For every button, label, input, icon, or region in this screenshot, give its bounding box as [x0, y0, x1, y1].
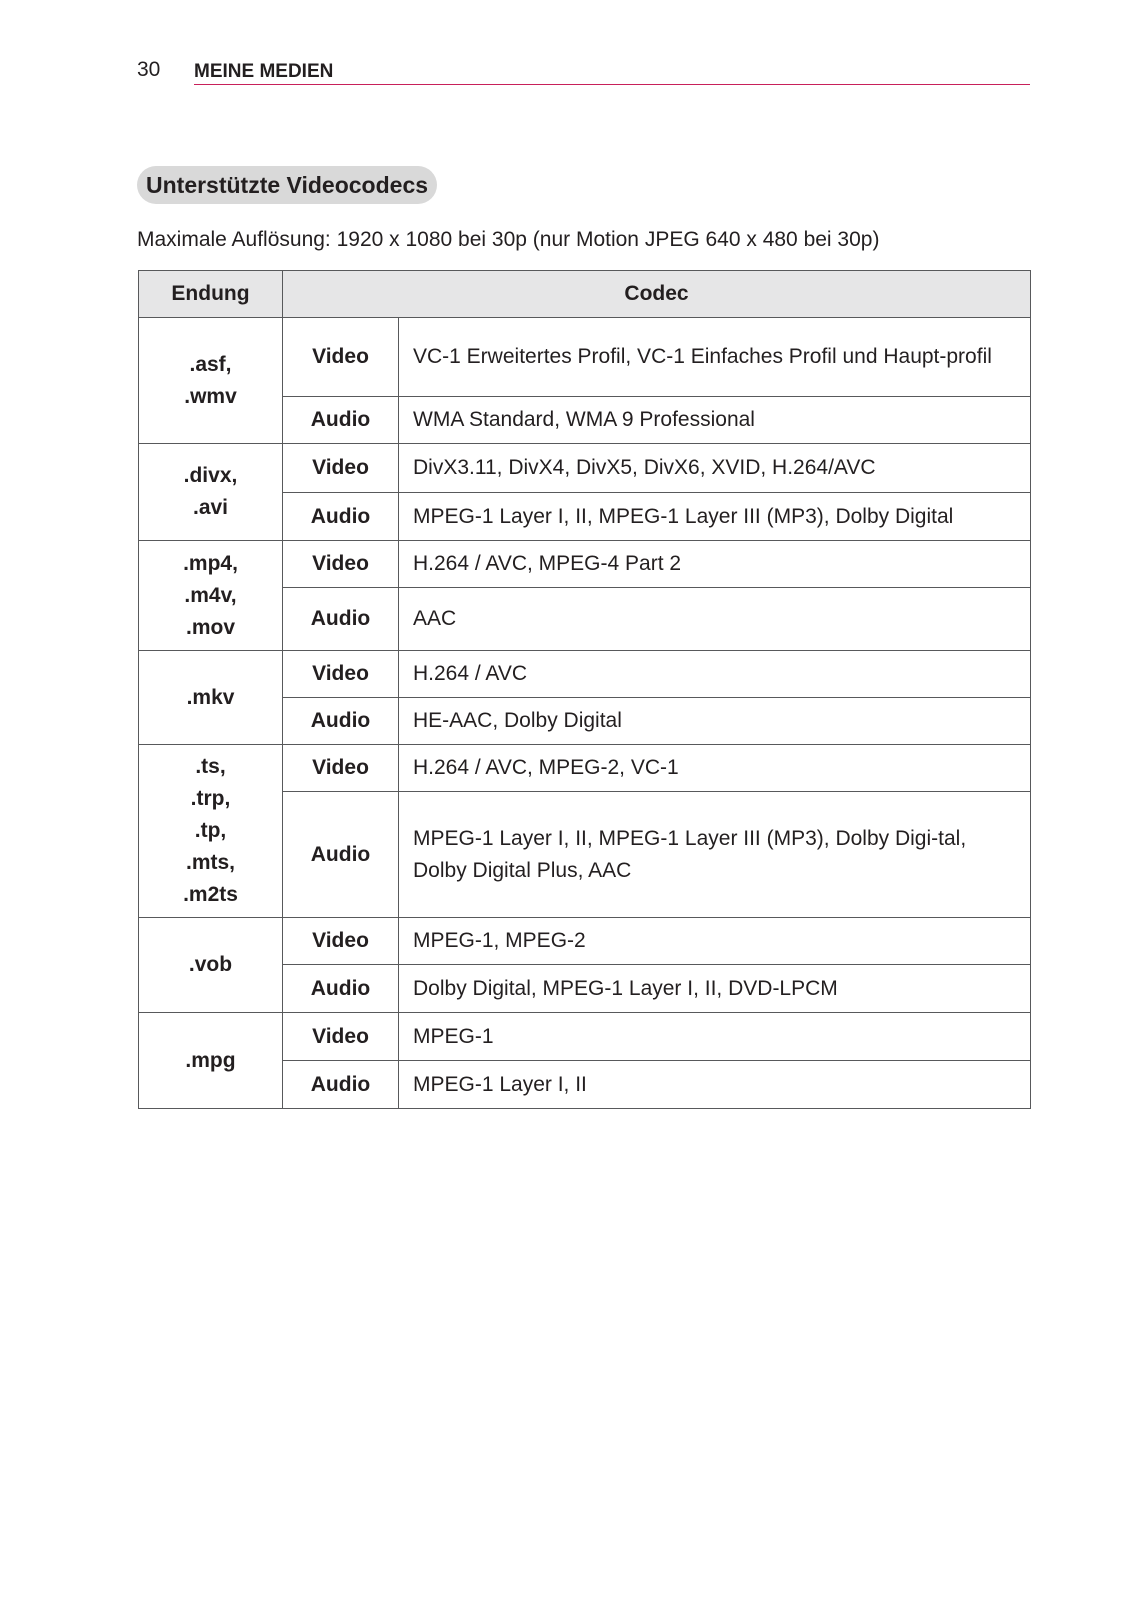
file-extension-cell: [139, 541, 283, 651]
page-number: 30: [137, 58, 161, 81]
audio-label: Audio: [283, 588, 399, 651]
audio-label: Audio: [283, 698, 399, 745]
video-codec: MPEG-1, MPEG-2: [399, 918, 1031, 965]
file-extension: .mpg: [185, 1048, 236, 1072]
video-codec: VC-1 Erweitertes Profil, VC-1 Einfaches Profil und Haupt-profil: [399, 318, 1031, 397]
audio-label: Audio: [283, 965, 399, 1013]
file-extension: .mov: [185, 615, 235, 639]
file-extension: .mp4,: [183, 551, 238, 575]
audio-label: Audio: [283, 1061, 399, 1109]
file-extension: .mkv: [186, 685, 235, 709]
table-row: [139, 651, 1031, 698]
file-extension: .m2ts: [183, 883, 238, 906]
file-extension-cell: [139, 1013, 283, 1109]
file-extension-cell: [139, 651, 283, 745]
audio-codec: Dolby Digital, MPEG-1 Layer I, II, DVD-LPCM: [399, 965, 1031, 1013]
header-extension: Endung: [139, 271, 283, 318]
file-extension: .avi: [192, 496, 229, 519]
file-extension-cell: [139, 444, 283, 541]
audio-codec: HE-AAC, Dolby Digital: [399, 698, 1031, 745]
video-codec: MPEG-1: [399, 1013, 1031, 1061]
video-label: Video: [283, 651, 399, 698]
table-body: [139, 318, 1031, 1109]
file-extension: .divx,: [183, 464, 238, 487]
file-extension: .ts,: [195, 755, 226, 778]
audio-codec: WMA Standard, WMA 9 Professional: [399, 397, 1031, 444]
section-heading: Unterstützte Videocodecs: [137, 166, 437, 204]
file-extension-cell: [139, 918, 283, 1013]
table-row: [139, 444, 1031, 493]
file-extension: .asf,: [189, 352, 232, 376]
file-extension: .tp,: [194, 819, 227, 842]
file-extension: .m4v,: [184, 583, 237, 607]
video-label: Video: [283, 444, 399, 493]
video-label: Video: [283, 918, 399, 965]
audio-codec: AAC: [399, 588, 1031, 651]
section-title: MEINE MEDIEN: [194, 61, 334, 82]
video-codec: H.264 / AVC: [399, 651, 1031, 698]
audio-codec: MPEG-1 Layer I, II, MPEG-1 Layer III (MP3), Dolby Digital: [399, 493, 1031, 541]
video-label: Video: [283, 745, 399, 792]
file-extension: .wmv: [184, 384, 237, 408]
audio-label: Audio: [283, 493, 399, 541]
header-rule: [194, 84, 1030, 85]
video-label: Video: [283, 1013, 399, 1061]
audio-label: Audio: [283, 792, 399, 918]
max-resolution-note: Maximale Auflösung: 1920 x 1080 bei 30p (nur Motion JPEG 640 x 480 bei 30p): [137, 228, 880, 251]
video-codec: H.264 / AVC, MPEG-2, VC-1: [399, 745, 1031, 792]
table-row: [139, 1013, 1031, 1061]
audio-codec: MPEG-1 Layer I, II: [399, 1061, 1031, 1109]
table-row: [139, 918, 1031, 965]
video-label: Video: [283, 318, 399, 397]
file-extension-cell: [139, 318, 283, 444]
audio-label: Audio: [283, 397, 399, 444]
video-codec: DivX3.11, DivX4, DivX5, DivX6, XVID, H.264/AVC: [399, 444, 1031, 493]
table-header-row: [139, 271, 1031, 318]
file-extension-cell: [139, 745, 283, 918]
file-extension: .mts,: [185, 851, 235, 874]
file-extension: .vob: [188, 953, 233, 976]
audio-codec: MPEG-1 Layer I, II, MPEG-1 Layer III (MP3), Dolby Digi-tal, Dolby Digital Plus, AAC: [399, 792, 1031, 918]
video-codec-table: [138, 270, 1031, 1109]
table-row: [139, 318, 1031, 397]
video-label: Video: [283, 541, 399, 588]
table-row: [139, 745, 1031, 792]
file-extension: .trp,: [190, 787, 231, 810]
header-codec: Codec: [283, 271, 1031, 318]
table-row: [139, 541, 1031, 588]
video-codec: H.264 / AVC, MPEG-4 Part 2: [399, 541, 1031, 588]
